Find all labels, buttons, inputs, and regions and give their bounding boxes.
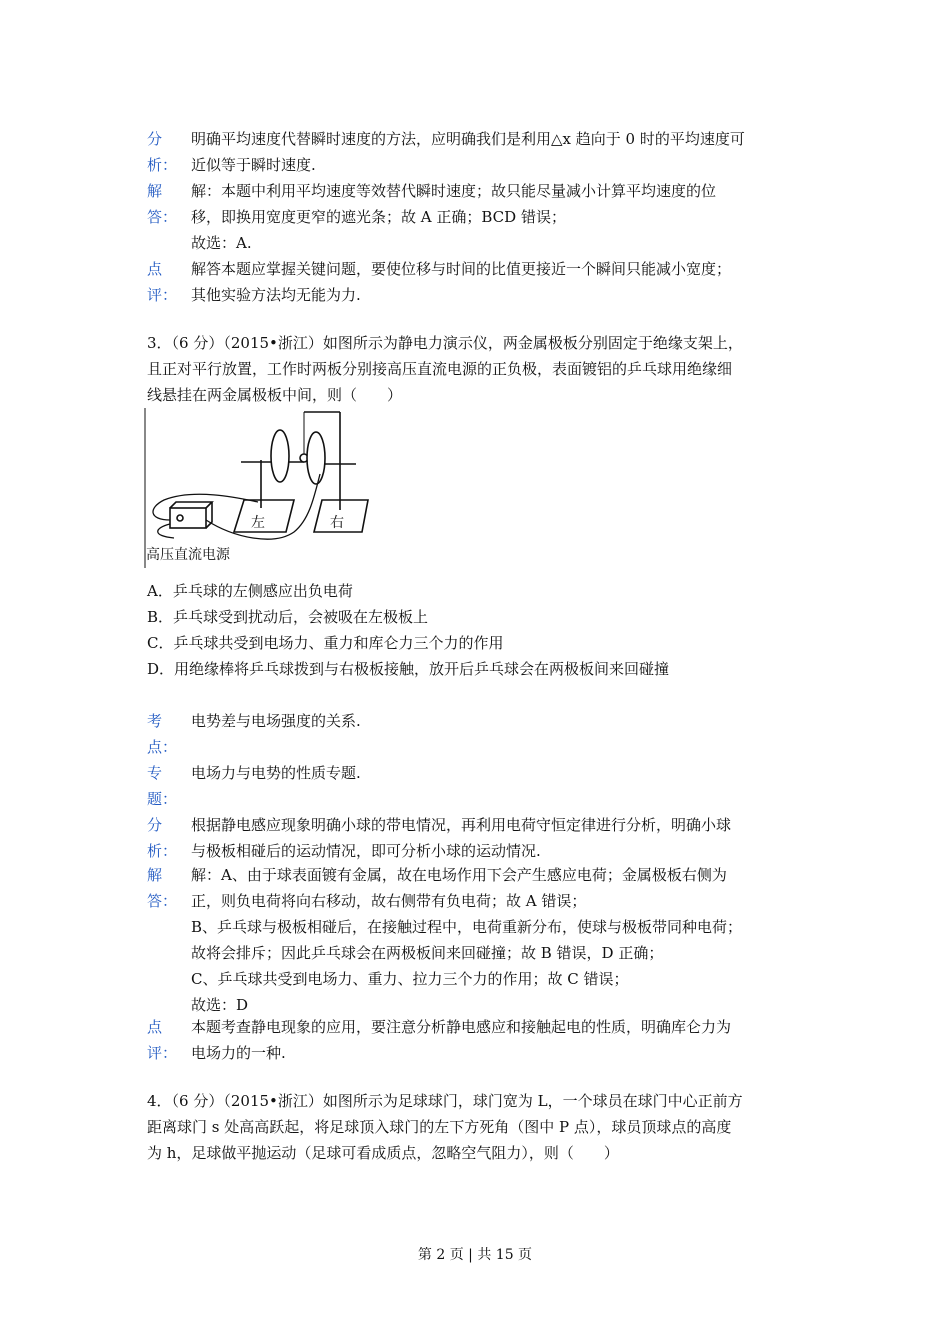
question-4-stem: 4．（6 分）（2015•浙江）如图所示为足球球门，球门宽为 L，一个球员在球门中心正前方 距离球门 s 处高高跃起，将足球顶入球门的左下方死角（图中 P 点），球员顶球点的高度 为 h，足球做平抛运动（足球可看成质点，忽略空气阻力），则（ ） [147,1092,743,1162]
q3-solution-text: 解：A、由于球表面镀有金属，故在电场作用下会产生感应电荷；金属极板右侧为 正，则负电荷将向右移动，故右侧带有负电荷；故 A 错误； B、乒乓球与极板相碰后，在接触过程中，电荷重新分布，使球与极板带同种电荷； 故将会排斥；因此乒乓球会在两极板间来回碰撞；故 B 错误，D 正确； C、乒乓球共受到电场力、重力、拉力三个力的作用；故 C 错误； 故选：D [191,866,743,1014]
analysis-label: 分 析： [147,130,178,174]
question-3-stem: 3．（6 分）（2015•浙江）如图所示为静电力演示仪，两金属极板分别固定于绝缘支架上， 且正对平行放置，工作时两板分别接高压直流电源的正负极，表面镀铝的乒乓球用绝缘细 线悬挂在两金属极板中间，则（ ） [147,334,743,404]
q3-comment-label: 点 评： [147,1018,178,1062]
topic-label: 专 题： [147,764,178,808]
q3-analysis-label: 分 析： [147,816,178,860]
analysis-text: 明确平均速度代替瞬时速度的方法，应明确我们是利用△x 趋向于 0 时的平均速度可 近似等于瞬时速度. [191,130,745,174]
key-point-label: 考 点： [147,712,178,756]
option-a: A．乒乓球的左侧感应出负电荷 [147,582,353,600]
comment-text: 解答本题应掌握关键问题，要使位移与时间的比值更接近一个瞬间只能减小宽度； 其他实验方法均无能为力. [191,260,732,304]
left-base-label: 左 [251,515,265,531]
option-c: C．乒乓球共受到电场力、重力和库仑力三个力的作用 [147,634,504,652]
electrostatic-apparatus-figure [144,408,378,568]
comment-label: 点 评： [147,260,178,304]
q3-analysis-text: 根据静电感应现象明确小球的带电情况，再利用电荷守恒定律进行分析，明确小球 与极板相碰后的运动情况，即可分析小球的运动情况. [191,816,732,860]
solution-text: 解：本题中利用平均速度等效替代瞬时速度；故只能尽量减小计算平均速度的位 移，即换用宽度更窄的遮光条；故 A 正确；BCD 错误； 故选：A. [191,182,717,252]
topic-text: 电场力与电势的性质专题. [191,764,361,782]
power-source-label: 高压直流电源 [146,547,230,563]
option-b: B．乒乓球受到扰动后，会被吸在左极板上 [147,608,429,626]
solution-label: 解 答： [147,182,178,226]
q3-solution-label: 解 答： [147,866,178,910]
option-d: D．用绝缘棒将乒乓球拨到与右极板接触，放开后乒乓球会在两极板间来回碰撞 [147,660,670,678]
key-point-text: 电势差与电场强度的关系. [191,712,361,730]
right-base-label: 右 [330,515,344,531]
q3-comment-text: 本题考查静电现象的应用，要注意分析静电感应和接触起电的性质，明确库仑力为 电场力的一种. [191,1018,732,1062]
page-footer: 第 2 页 | 共 15 页 [417,1247,533,1263]
